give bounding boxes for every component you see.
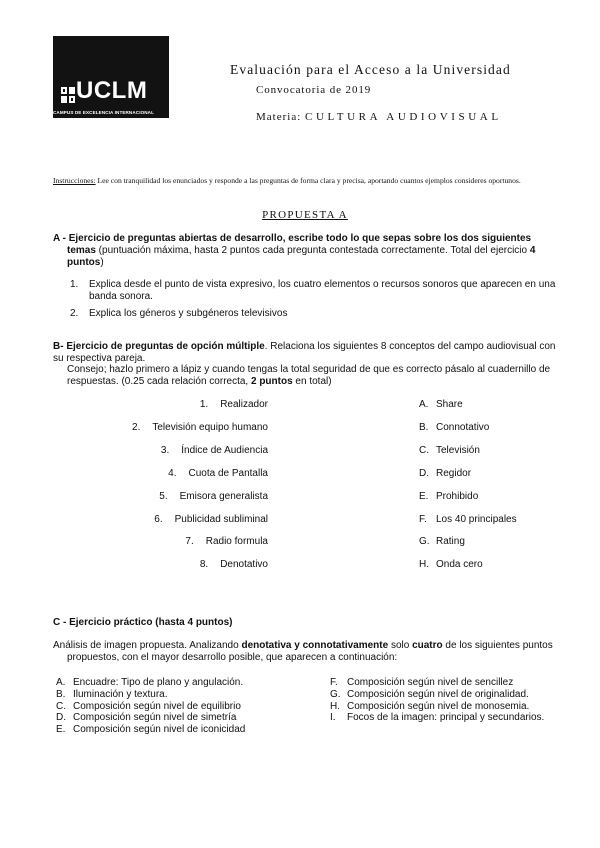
instructions-text: Lee con tranquilidad los enunciados y responde a las preguntas de forma clara y precisa, aportando cuantos ejemplos consideres oportunos.	[95, 176, 521, 185]
concept-item	[53, 514, 268, 525]
section-b-heading-bold: B- Ejercicio de preguntas de opción múltiple	[53, 341, 265, 352]
concept-text: Cuota de Pantalla	[188, 468, 268, 479]
match-letter: F.	[419, 514, 427, 525]
match-text: Prohibido	[436, 491, 479, 502]
item-letter: B.	[56, 688, 66, 700]
match-text: Onda cero	[436, 559, 483, 570]
item-letter: G.	[330, 688, 341, 700]
item-text: Composición según nivel de monosemia.	[347, 700, 530, 712]
match-letter: A.	[419, 399, 429, 410]
section-b-heading	[53, 341, 563, 387]
match-item	[419, 491, 478, 502]
list-item	[56, 712, 326, 724]
list-item	[56, 677, 326, 689]
propuesta-title: PROPUESTA A	[262, 209, 348, 221]
concept-text: Televisión equipo humano	[152, 422, 268, 433]
match-item	[419, 468, 471, 479]
item-text: Composición según nivel de simetría	[73, 712, 237, 724]
logo-wordmark: UCLM	[76, 77, 148, 104]
section-b-heading-normal: . Relaciona los siguientes 8 conceptos del campo audiovisual con su respectiva pareja.	[53, 341, 556, 364]
concept-text: Publicidad subliminal	[174, 514, 268, 525]
item-letter: E.	[56, 724, 66, 736]
section-c-points-right	[330, 677, 580, 724]
uclm-shield-icon	[61, 87, 75, 103]
concept-text: Radio formula	[205, 536, 268, 547]
concept-number: 4.	[168, 468, 177, 479]
section-a-heading-end: )	[100, 257, 104, 268]
concept-item	[53, 491, 268, 502]
section-b-points: 2 puntos	[250, 375, 293, 387]
item-number: 1.	[70, 279, 79, 290]
match-letter: C.	[419, 445, 429, 456]
item-number: 2.	[70, 308, 79, 319]
concept-number: 5.	[159, 491, 168, 502]
concept-item	[53, 399, 268, 410]
match-text: Rating	[436, 536, 465, 547]
logo-subtitle: CAMPUS DE EXCELENCIA INTERNACIONAL	[53, 110, 154, 116]
item-text: Focos de la imagen: principal y secundarios.	[347, 712, 545, 724]
section-a-points: 4 puntos	[67, 245, 536, 268]
match-item	[419, 559, 483, 570]
list-item	[330, 689, 580, 701]
item-text: Composición según nivel de iconicidad	[73, 724, 246, 736]
concept-number: 3.	[160, 445, 170, 456]
list-item	[70, 308, 560, 320]
section-a-heading-normal: (puntuación máxima, hasta 2 puntos cada pregunta contestada correctamente. Total del ejercicio	[95, 245, 530, 256]
exam-convocatoria: Convocatoria de 2019	[256, 84, 372, 96]
intro-text-line2: propuestos, con el mayor desarrollo posible, que aparecen a continuación:	[67, 652, 398, 663]
match-item	[419, 422, 489, 433]
concept-item	[53, 422, 268, 433]
match-letter: H.	[419, 559, 429, 570]
section-b-advice-end: en total)	[292, 375, 332, 387]
concept-item	[53, 445, 268, 456]
intro-text: de los siguientes puntos	[442, 640, 553, 651]
list-item	[330, 677, 580, 689]
match-text: Televisión	[436, 445, 480, 456]
item-letter: C.	[56, 700, 66, 712]
subject-label: Materia:	[256, 111, 302, 123]
intro-text: solo	[388, 640, 413, 651]
item-text: Composición según nivel de sencillez	[347, 677, 514, 688]
intro-bold: cuatro	[412, 640, 443, 651]
concept-text: Índice de Audiencia	[181, 445, 268, 456]
section-c-points-left	[56, 677, 326, 736]
instructions-label: Instrucciones:	[53, 176, 96, 185]
match-text: Regidor	[436, 468, 472, 479]
subject-value: CULTURA AUDIOVISUAL	[305, 111, 502, 123]
section-b-advice: Consejo; hazlo primero a lápiz y cuando tengas la total seguridad de que es correcto pásalo al cuadernillo de respuestas. (0.25 cada relación correcta,	[67, 364, 551, 387]
instructions	[53, 176, 543, 186]
list-item	[70, 279, 560, 303]
item-text: Composición según nivel de originalidad.	[347, 688, 529, 700]
concept-number: 1.	[199, 399, 209, 410]
concept-item	[53, 559, 268, 570]
match-item	[419, 399, 463, 410]
match-letter: D.	[419, 468, 429, 479]
concept-number: 6.	[154, 514, 163, 525]
section-a-heading-bold: A - Ejercicio de preguntas abiertas de desarrollo, escribe todo lo que sepas sobre los dos siguientes temas	[53, 233, 532, 256]
concept-number: 8.	[199, 559, 209, 570]
section-c-heading-text: C - Ejercicio práctico (hasta 4 puntos)	[53, 617, 233, 628]
exam-title: Evaluación para el Acceso a la Universidad	[230, 62, 511, 77]
item-text: Explica los géneros y subgéneros televisivos	[89, 308, 288, 319]
concept-item	[53, 536, 268, 547]
concept-number: 7.	[185, 536, 194, 547]
match-letter: B.	[419, 422, 429, 433]
match-item	[419, 536, 465, 547]
intro-text: Análisis de imagen propuesta. Analizando	[53, 640, 242, 651]
concept-item	[53, 468, 268, 479]
concept-text: Denotativo	[220, 559, 268, 570]
match-text: Connotativo	[436, 422, 490, 433]
concept-number: 2.	[132, 422, 141, 433]
uclm-logo	[53, 36, 169, 118]
item-letter: H.	[330, 700, 340, 712]
match-text: Share	[436, 399, 463, 410]
item-text: Explica desde el punto de vista expresivo, los cuatro elementos o recursos sonoros que aparecen en una banda sonora.	[89, 279, 556, 302]
intro-bold: denotativa y connotativamente	[241, 640, 389, 651]
item-letter: D.	[56, 712, 66, 724]
item-letter: I.	[330, 712, 336, 724]
list-item	[330, 712, 580, 724]
list-item	[56, 701, 326, 713]
section-c-heading	[53, 617, 232, 628]
list-item	[56, 724, 326, 736]
match-letter: E.	[419, 491, 429, 502]
concept-text: Realizador	[220, 399, 268, 410]
concept-text: Emisora generalista	[179, 491, 268, 502]
item-letter: F.	[330, 677, 338, 688]
match-item	[419, 445, 480, 456]
section-a-questions	[70, 279, 560, 325]
list-item	[330, 701, 580, 713]
match-letter: G.	[419, 536, 430, 547]
section-c-intro	[53, 640, 563, 664]
item-text: Iluminación y textura.	[73, 688, 168, 700]
match-item	[419, 514, 517, 525]
exam-subject	[256, 111, 502, 123]
item-letter: A.	[56, 677, 66, 688]
list-item	[56, 689, 326, 701]
item-text: Encuadre: Tipo de plano y angulación.	[73, 677, 244, 688]
section-a-heading	[53, 233, 558, 269]
item-text: Composición según nivel de equilibrio	[73, 700, 241, 712]
match-text: Los 40 principales	[436, 514, 517, 525]
